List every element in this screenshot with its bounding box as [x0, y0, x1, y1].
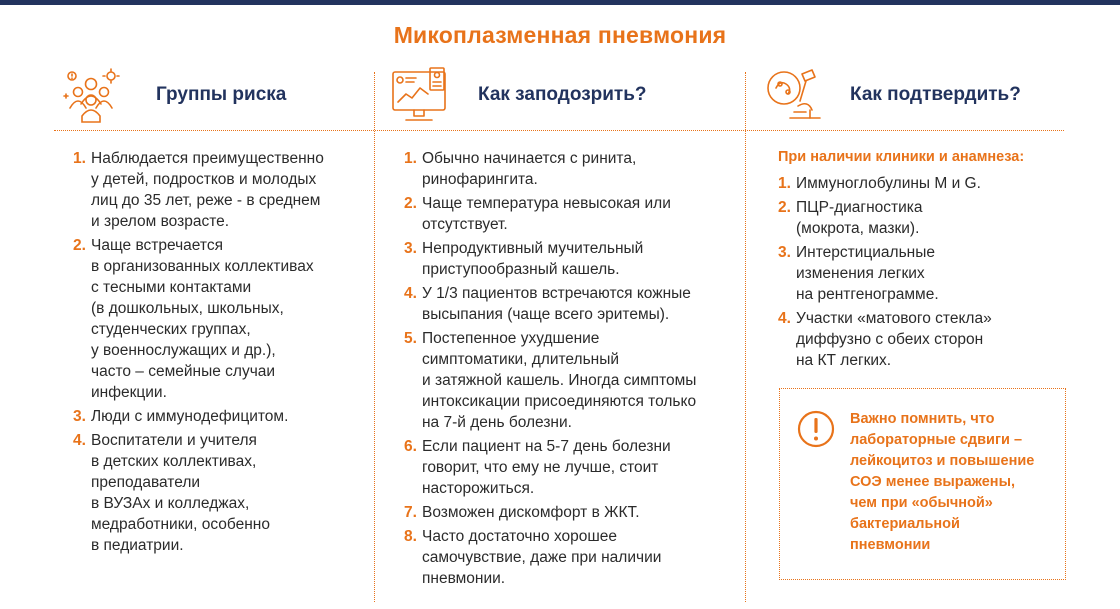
list-item: 3. Люди с иммунодефицитом.	[73, 408, 289, 425]
exclamation-icon	[796, 409, 836, 449]
list-item: 4. Участки «матового стекла» диффузно с обеих сторон на КТ легких.	[778, 310, 992, 369]
list-item: 5. Постепенное ухудшение симптоматики, длительный и затяжной кашель. Иногда симптомы интоксикации присоединяются только на 7-й день болезни.	[404, 330, 697, 431]
suspect-signs-list	[404, 148, 739, 592]
list-item: 4. Воспитатели и учителя в детских коллективах, преподаватели в ВУЗАх и колледжах, медработники, особенно в педиатрии.	[73, 432, 270, 554]
list-item: 1. Наблюдается преимущественно у детей, подростков и молодых лиц до 35 лет, реже - в среднем и зрелом возрасте.	[73, 150, 324, 230]
list-item: 3. Интерстициальные изменения легких на рентгенограмме.	[778, 244, 939, 303]
list-item: 2. ПЦР-диагностика (мокрота, мазки).	[778, 199, 923, 237]
monitor-chart-icon	[388, 66, 450, 126]
list-item: 3. Непродуктивный мучительный приступообразный кашель.	[404, 240, 644, 278]
top-bar	[0, 0, 1120, 5]
list-item: 1. Обычно начинается с ринита, ринофарингита.	[404, 150, 637, 188]
list-item: 4. У 1/3 пациентов встречаются кожные высыпания (чаще всего эритемы).	[404, 285, 691, 323]
column-heading: Как подтвердить?	[850, 84, 1021, 105]
column-header-risk-groups	[60, 66, 360, 126]
microscope-icon	[764, 66, 826, 126]
list-item: 2. Чаще температура невысокая или отсутствует.	[404, 195, 671, 233]
list-item: 1. Иммуноглобулины М и G.	[778, 175, 981, 192]
header-divider	[54, 130, 1064, 131]
column-header-confirm	[764, 66, 1104, 126]
list-item: 6. Если пациент на 5-7 день болезни говорит, что ему не лучше, стоит насторожиться.	[404, 438, 671, 497]
column-heading: Группы риска	[156, 84, 287, 105]
list-item: 2. Чаще встречается в организованных коллективах с тесными контактами (в дошкольных, школьных, студенческих группах, у военнослужащих и др.), часто – семейные случаи инфекции.	[73, 237, 314, 401]
list-item: 8. Часто достаточно хорошее самочувствие, даже при наличии пневмонии.	[404, 528, 662, 587]
people-group-icon	[60, 66, 122, 126]
column-heading: Как заподозрить?	[478, 84, 647, 105]
column-divider	[745, 72, 746, 602]
risk-groups-list	[73, 148, 363, 559]
confirm-methods-list	[778, 173, 1068, 374]
page-title: Микоплазменная пневмония	[393, 22, 727, 48]
important-note-box	[779, 388, 1066, 580]
column-header-suspect	[388, 66, 728, 126]
confirm-subheading: При наличии клиники и анамнеза:	[778, 149, 1025, 165]
column-divider	[374, 72, 375, 602]
list-item: 7. Возможен дискомфорт в ЖКТ.	[404, 504, 640, 521]
important-note-text: Важно помнить, что лабораторные сдвиги – лейкоцитоз и повышение СОЭ менее выражены, чем при «обычной» бактериальной пневмонии	[850, 411, 1035, 553]
